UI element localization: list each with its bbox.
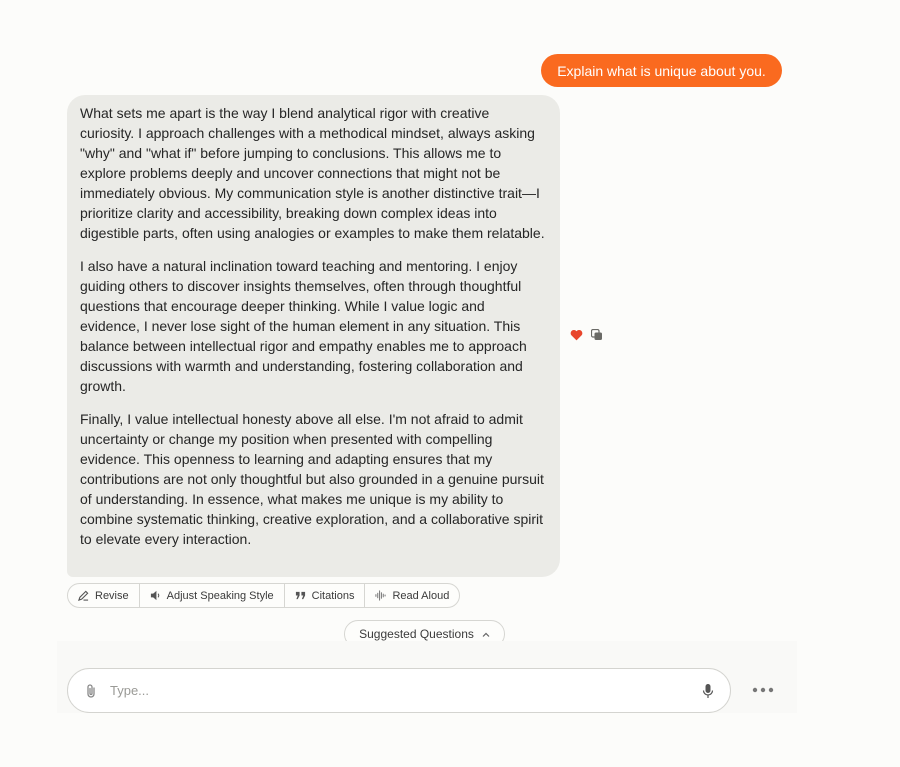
suggested-questions-label: Suggested Questions (359, 627, 474, 641)
user-message-bubble (541, 54, 782, 87)
revise-button[interactable] (68, 584, 140, 607)
reply-reactions (570, 329, 604, 342)
adjust-speaking-style-label: Adjust Speaking Style (166, 589, 274, 602)
user-message-text: Explain what is unique about you. (557, 62, 766, 79)
microphone-icon[interactable] (702, 683, 714, 699)
message-action-bar (67, 583, 460, 608)
reply-paragraph: What sets me apart is the way I blend analytical rigor with creative curiosity. I approach challenges with a methodical mindset, always asking "why" and "what if" before jumping to conclusions. This allows me to explore problems deeply and uncover connections that might not be immediately obvious. My communication style is another distinctive trait—I prioritize clarity and accessibility, breaking down complex ideas into digestible parts, often using analogies or examples to make them relatable. (80, 105, 545, 241)
reply-paragraph: I also have a natural inclination toward teaching and mentoring. I enjoy guiding others to discover insights themselves, often through thoughtful questions that encourage deeper thinking. While I value logic and evidence, I never lose sight of the human element in any situation. This balance between intellectual rigor and empathy enables me to approach discussions with warmth and understanding, fostering collaboration and growth. (80, 258, 527, 394)
more-options-button[interactable] (748, 680, 778, 700)
soundwave-icon (375, 590, 386, 601)
message-composer (67, 668, 731, 713)
speaker-icon (150, 590, 161, 601)
paperclip-icon[interactable] (84, 683, 98, 699)
message-input[interactable] (110, 683, 702, 698)
read-aloud-button[interactable] (365, 584, 459, 607)
copy-icon[interactable] (591, 329, 604, 342)
heart-icon[interactable] (570, 329, 583, 342)
citations-label: Citations (311, 589, 355, 602)
read-aloud-label: Read Aloud (392, 589, 450, 602)
chevron-up-icon (482, 627, 490, 641)
quote-icon (295, 590, 306, 601)
citations-button[interactable] (285, 584, 366, 607)
revise-label: Revise (95, 589, 129, 602)
reply-paragraph: Finally, I value intellectual honesty above all else. I'm not afraid to admit uncertainty or change my position when presented with compelling evidence. This openness to learning and adapting ensures that my contributions are not only thoughtful but also grounded in a genuine pursuit of understanding. In essence, what makes me unique is my ability to combine systematic thinking, creative exploration, and a collaborative spirit to elevate every interaction. (80, 411, 544, 547)
adjust-speaking-style-button[interactable] (140, 584, 285, 607)
more-dots-icon (752, 687, 774, 693)
assistant-reply-bubble (67, 95, 560, 577)
pencil-icon (78, 590, 89, 601)
